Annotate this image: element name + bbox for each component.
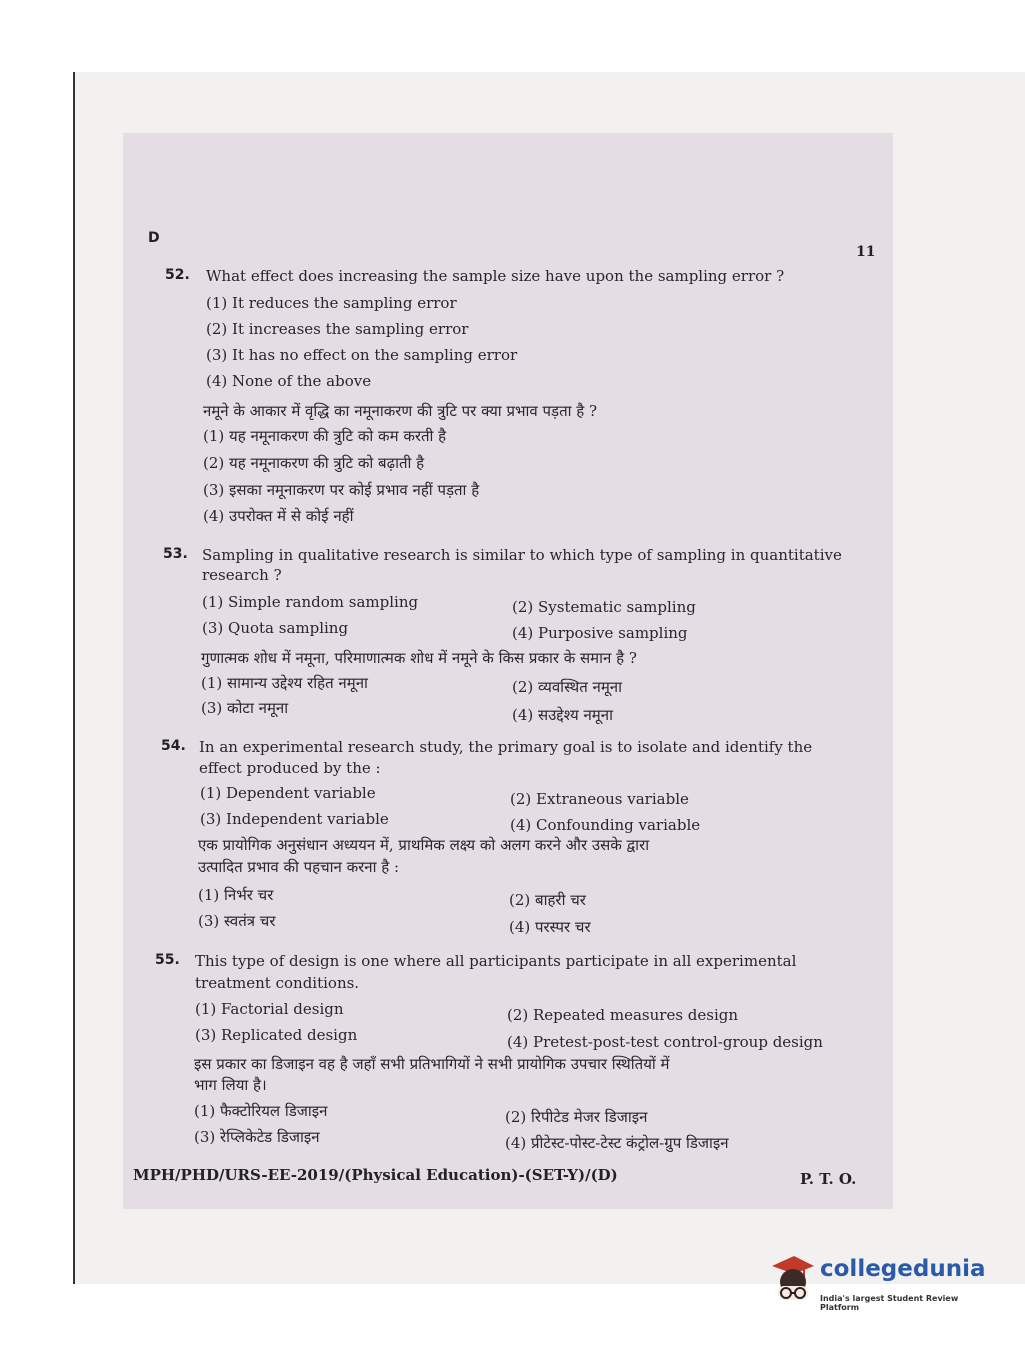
option-hindi: (1) सामान्य उद्देश्य रहित नमूना [201, 674, 368, 692]
question-text-hindi: इस प्रकार का डिजाइन वह है जहाँ सभी प्रतिभागियों ने सभी प्रायोगिक उपचार स्थितियों में [194, 1055, 670, 1073]
question-text: Sampling in qualitative research is similar to which type of sampling in quantitative [202, 546, 842, 564]
question-number: 53. [163, 546, 188, 562]
option-hindi: (1) यह नमूनाकरण की त्रुटि को कम करती है [203, 427, 447, 445]
option-hindi: (3) इसका नमूनाकरण पर कोई प्रभाव नहीं पड़ता है [203, 481, 480, 499]
option: (3) Quota sampling [202, 619, 349, 637]
option: (4) Confounding variable [510, 816, 701, 834]
option-hindi: (3) कोटा नमूना [201, 699, 289, 717]
option: (4) None of the above [206, 372, 372, 390]
question-text-hindi: एक प्रायोगिक अनुसंधान अध्ययन में, प्राथमिक लक्ष्य को अलग करने और उसके द्वारा [198, 836, 650, 854]
paper-code: MPH/PHD/URS-EE-2019/(Physical Education)-(SET-Y)/(D) [133, 1166, 618, 1184]
question-number: 55. [155, 952, 180, 968]
question-text: research ? [202, 566, 282, 584]
option-hindi: (1) फैक्टोरियल डिजाइन [194, 1102, 328, 1120]
question-number: 54. [161, 738, 186, 754]
option-hindi: (1) निर्भर चर [198, 886, 274, 904]
option: (1) It reduces the sampling error [206, 294, 457, 312]
option: (2) Systematic sampling [512, 598, 696, 616]
brand-name: collegedunia [820, 1256, 986, 1282]
option-hindi: (4) प्रीटेस्ट-पोस्ट-टेस्ट कंट्रोल-ग्रुप डिजाइन [505, 1134, 729, 1152]
question-text: In an experimental research study, the primary goal is to isolate and identify the [199, 738, 813, 756]
option: (4) Purposive sampling [512, 624, 688, 642]
option-hindi: (2) रिपीटेड मेजर डिजाइन [505, 1108, 648, 1126]
page-number: 11 [856, 244, 876, 260]
set-letter: D [148, 230, 160, 246]
option-hindi: (4) सउद्देश्य नमूना [512, 706, 613, 724]
question-text: This type of design is one where all participants participate in all experimental [195, 952, 797, 970]
option-hindi: (4) परस्पर चर [509, 918, 591, 936]
option-hindi: (3) स्वतंत्र चर [198, 912, 276, 930]
option-hindi: (2) यह नमूनाकरण की त्रुटि को बढ़ाती है [203, 454, 425, 472]
collegedunia-logo [768, 1252, 993, 1314]
option: (3) It has no effect on the sampling error [206, 346, 518, 364]
question-number: 52. [165, 267, 190, 283]
question-text-hindi: नमूने के आकार में वृद्धि का नमूनाकरण की त्रुटि पर क्या प्रभाव पड़ता है ? [203, 402, 598, 420]
option: (2) Extraneous variable [510, 790, 689, 808]
option: (1) Simple random sampling [202, 593, 419, 611]
mascot-icon [768, 1252, 818, 1314]
option: (3) Independent variable [200, 810, 389, 828]
option: (4) Pretest-post-test control-group design [507, 1033, 823, 1051]
question-text: treatment conditions. [195, 974, 360, 992]
brand-tagline: India's largest Student Review Platform [820, 1294, 959, 1312]
question-text-hindi: भाग लिया है। [194, 1076, 267, 1094]
question-text-hindi: गुणात्मक शोध में नमूना, परिमाणात्मक शोध में नमूने के किस प्रकार के समान है ? [201, 649, 637, 667]
question-text: What effect does increasing the sample size have upon the sampling error ? [206, 267, 785, 285]
option: (1) Factorial design [195, 1000, 344, 1018]
option-hindi: (2) बाहरी चर [509, 891, 586, 909]
option-hindi: (4) उपरोक्त में से कोई नहीं [203, 507, 354, 525]
option-hindi: (3) रेप्लिकेटेड डिजाइन [194, 1128, 320, 1146]
option: (3) Replicated design [195, 1026, 358, 1044]
option: (1) Dependent variable [200, 784, 376, 802]
option-hindi: (2) व्यवस्थित नमूना [512, 678, 623, 696]
question-text: effect produced by the : [199, 759, 381, 777]
option: (2) Repeated measures design [507, 1006, 739, 1024]
pto-label: P. T. O. [800, 1170, 857, 1188]
question-text-hindi: उत्पादित प्रभाव की पहचान करना है : [198, 858, 400, 876]
option: (2) It increases the sampling error [206, 320, 469, 338]
